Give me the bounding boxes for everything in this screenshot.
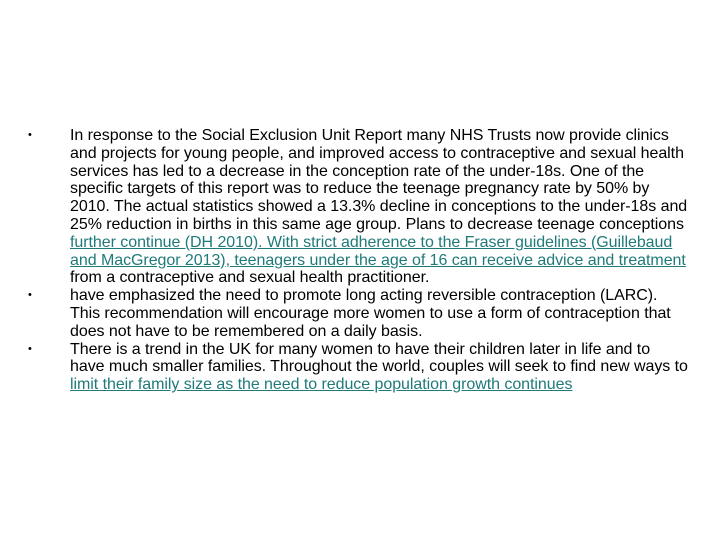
bullet-list	[28, 127, 688, 394]
bullet-marker: •	[28, 129, 32, 141]
bullet-marker: •	[28, 342, 32, 355]
bullet-item-3	[28, 341, 688, 394]
population-growth-link[interactable]: limit their family size as the need to reduce population growth continues	[70, 376, 573, 394]
bullet-item-2	[28, 287, 688, 340]
bullet-text: from a contraceptive and sexual health practitioner.	[70, 269, 430, 287]
bullet-text: There is a trend in the UK for many women to have their children later in life and to have much smaller families. Throughout the world, couples will seek to find new ways to	[70, 340, 688, 376]
bullet-marker: •	[28, 289, 32, 302]
reference-link[interactable]: further continue (DH 2010). With strict adherence to the Fraser guidelines (Guillebaud and MacGregor 2013), teenagers under the age of 16 can receive advice and treatment	[70, 233, 686, 269]
bullet-item-1	[28, 127, 688, 287]
bullet-text: have emphasized the need to promote long acting reversible contraception (LARC). This recommendation will encourage more women to use a form of contraception that does not have to be remembered on a daily basis.	[70, 287, 671, 340]
bullet-text: In response to the Social Exclusion Unit Report many NHS Trusts now provide clinics and projects for young people, and improved access to contraceptive and sexual health services has led to a decrease in the conception rate of the under-18s. One of the specific targets of this report was to reduce the teenage pregnancy rate by 50% by 2010. The actual statistics showed a 13.3% decline in conceptions to the under-18s and 25% reduction in births in this same age group. Plans to decrease teenage conceptions	[70, 127, 688, 233]
